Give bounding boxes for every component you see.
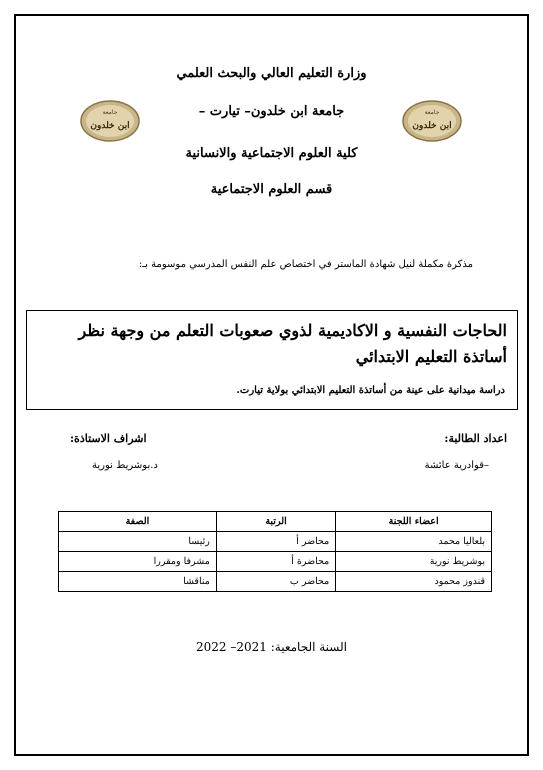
academic-year: السنة الجامعية: 2021– 2022: [195, 640, 347, 654]
header-members: اعضاء اللجنة: [336, 512, 492, 532]
svg-text:ابن خلدون: ابن خلدون: [412, 121, 452, 131]
thesis-title-box: [26, 310, 518, 410]
student-name: –قوادرية عائشة: [424, 460, 489, 471]
member-role: رئيسا: [59, 532, 217, 552]
svg-text:جامعة: جامعة: [102, 109, 118, 116]
member-rank: محاضر أ: [216, 532, 335, 552]
supervisor-name: د.بوشريط نورية: [92, 460, 158, 471]
member-rank: محاضر ب: [216, 572, 335, 592]
memo-description: مذكرة مكملة لنيل شهادة الماستر في اختصاص علم النفس المدرسي موسومة بـ:: [138, 259, 473, 270]
faculty-name: كلية العلوم الاجتماعية والانسانية: [185, 146, 358, 161]
committee-table: [58, 511, 492, 592]
ministry-title: وزارة التعليم العالي والبحث العلمي: [176, 66, 367, 81]
member-role: مشرفا ومقررا: [59, 552, 217, 572]
member-role: مناقشا: [59, 572, 217, 592]
member-name: بلعاليا محمد: [336, 532, 492, 552]
header-rank: الرتبة: [216, 512, 335, 532]
member-name: قندوز محمود: [336, 572, 492, 592]
thesis-title-line2: أساتذة التعليم الابتدائي: [355, 347, 507, 366]
header-role: الصفة: [59, 512, 217, 532]
table-header-row: [59, 512, 492, 532]
department-name: قسم العلوم الاجتماعية: [210, 182, 333, 197]
table-row: [59, 572, 492, 592]
university-name: جامعة ابن خلدون– تيارت –: [198, 104, 345, 119]
university-logo-left: [80, 100, 140, 142]
supervisor-label: اشراف الاستاذة:: [70, 432, 147, 445]
table-row: [59, 532, 492, 552]
member-rank: محاضرة أ: [216, 552, 335, 572]
thesis-title-line1: الحاجات النفسية و الاكاديمية لذوي صعوبات التعلم من وجهة نظر: [78, 321, 507, 340]
svg-text:جامعة: جامعة: [424, 109, 440, 116]
thesis-subtitle: دراسة ميدانية على عينة من أساتذة التعليم الابتدائي بولاية تيارت.: [236, 385, 505, 396]
svg-text:ابن خلدون: ابن خلدون: [90, 121, 130, 131]
university-logo-right: [402, 100, 462, 142]
table-row: [59, 552, 492, 572]
student-label: اعداد الطالبة:: [444, 432, 507, 445]
member-name: بوشريط نورية: [336, 552, 492, 572]
